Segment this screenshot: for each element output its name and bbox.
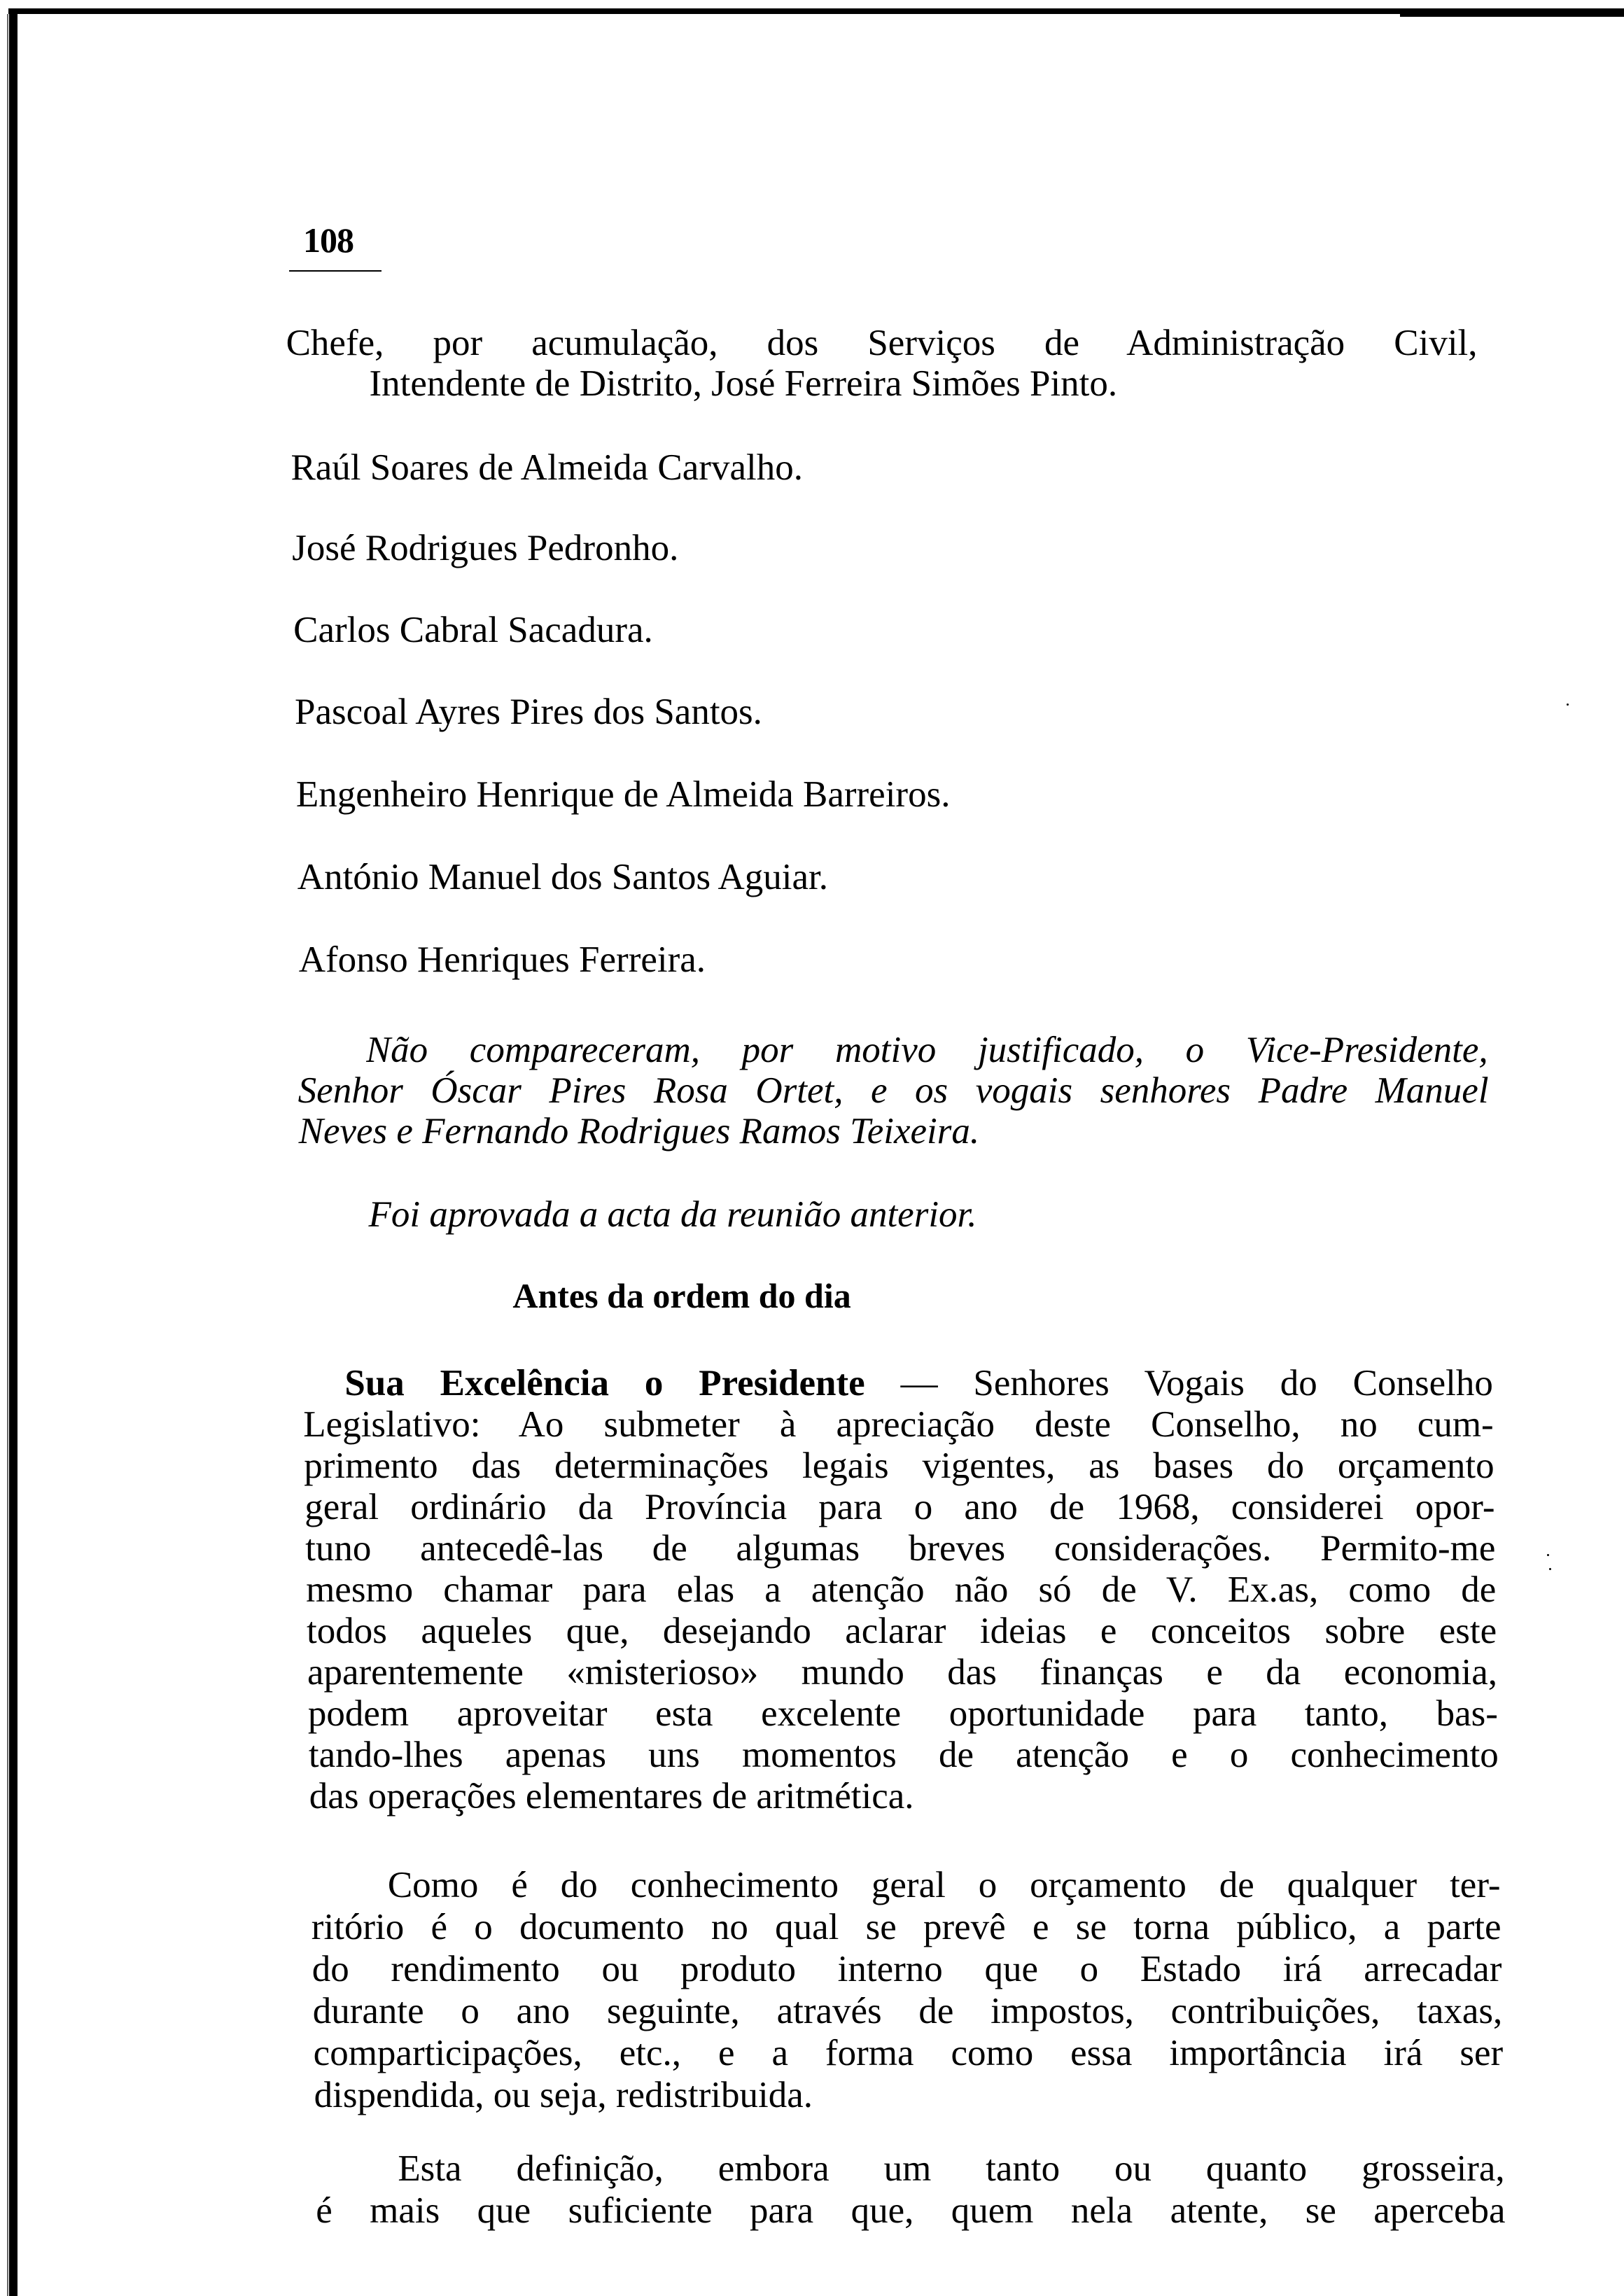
- minutes-approved-note: Foi aprovada a acta da reunião anterior.: [368, 1194, 977, 1235]
- attendee-item: Raúl Soares de Almeida Carvalho.: [290, 447, 803, 488]
- attendee-item: Engenheiro Henrique de Almeida Barreiros.: [295, 774, 951, 815]
- speech-line: Legislativo: Ao submeter à apreciação deste Conselho, no cum-: [303, 1404, 1494, 1445]
- opening-line-1: Chefe, por acumulação, dos Serviços de Administração Civil,: [286, 323, 1478, 363]
- absences-line-1: Não compareceram, por motivo justificado, o Vice-Presidente,: [365, 1030, 1488, 1070]
- budget-line: durante o ano seguinte, através de impostos, contribuições, taxas,: [312, 1991, 1503, 2031]
- budget-line: Como é do conhecimento geral o orçamento de qualquer ter-: [387, 1865, 1501, 1905]
- scan-border-top-right: [1400, 10, 1624, 17]
- definition-line: é mais que suficiente para que, quem nela atente, se aperceba: [316, 2190, 1506, 2231]
- speaker-name: Sua Excelência o Presidente: [344, 1363, 865, 1404]
- scan-speck: [1567, 704, 1569, 706]
- budget-line: dispendida, ou seja, redistribuida.: [314, 2075, 813, 2115]
- attendee-item: António Manuel dos Santos Aguiar.: [297, 857, 828, 897]
- speech-line: podem aproveitar esta excelente oportunidade para tanto, bas-: [307, 1693, 1498, 1734]
- attendee-item: José Rodrigues Pedronho.: [292, 528, 679, 568]
- absences-line-2: Senhor Óscar Pires Rosa Ortet, e os vogais senhores Padre Manuel: [298, 1070, 1489, 1111]
- speech-line: todos aqueles que, desejando aclarar ideias e conceitos sobre este: [307, 1611, 1497, 1651]
- speech-line: geral ordinário da Província para o ano de 1968, considerei opor-: [304, 1487, 1495, 1527]
- speech-line-1: [344, 1362, 1492, 1404]
- scan-border-left: [9, 8, 18, 2296]
- scan-edge-left-thin: [7, 14, 8, 2296]
- speech-line: das operações elementares de aritmética.: [309, 1776, 914, 1816]
- speech-line: mesmo chamar para elas a atenção não só de V. Ex.as, como de: [306, 1569, 1497, 1610]
- page-number: 108: [303, 220, 354, 260]
- scan-border-top: [8, 8, 1624, 14]
- attendee-item: Carlos Cabral Sacadura.: [293, 610, 653, 650]
- attendee-item: Afonso Henriques Ferreira.: [298, 939, 706, 980]
- absences-line-3: Neves e Fernando Rodrigues Ramos Teixeira.: [298, 1111, 980, 1152]
- scan-speck: [1549, 1568, 1551, 1570]
- budget-line: comparticipações, etc., e a forma como essa importância irá ser: [313, 2033, 1504, 2073]
- speech-line: aparentemente «misterioso» mundo das finanças e da economia,: [307, 1652, 1498, 1693]
- scan-speck: [1547, 1554, 1549, 1556]
- speech-line: tando-lhes apenas uns momentos de atenção e o conhecimento: [308, 1735, 1499, 1775]
- speech-line: primento das determinações legais vigentes, as bases do orçamento: [304, 1446, 1494, 1486]
- speech-line: tuno antecedê-las de algumas breves considerações. Permito-me: [305, 1528, 1496, 1569]
- attendee-item: Pascoal Ayres Pires dos Santos.: [295, 692, 762, 732]
- definition-line: Esta definição, embora um tanto ou quanto grosseira,: [398, 2148, 1505, 2189]
- page-number-rule: [289, 270, 382, 272]
- budget-line: do rendimento ou produto interno que o Estado irá arrecadar: [312, 1949, 1502, 1989]
- section-heading: Antes da ordem do dia: [512, 1276, 851, 1315]
- budget-line: ritório é o documento no qual se prevê e se torna público, a parte: [311, 1907, 1502, 1947]
- speech-opening: — Senhores Vogais do Conselho: [900, 1363, 1493, 1404]
- opening-line-2: Intendente de Distrito, José Ferreira Simões Pinto.: [369, 363, 1118, 404]
